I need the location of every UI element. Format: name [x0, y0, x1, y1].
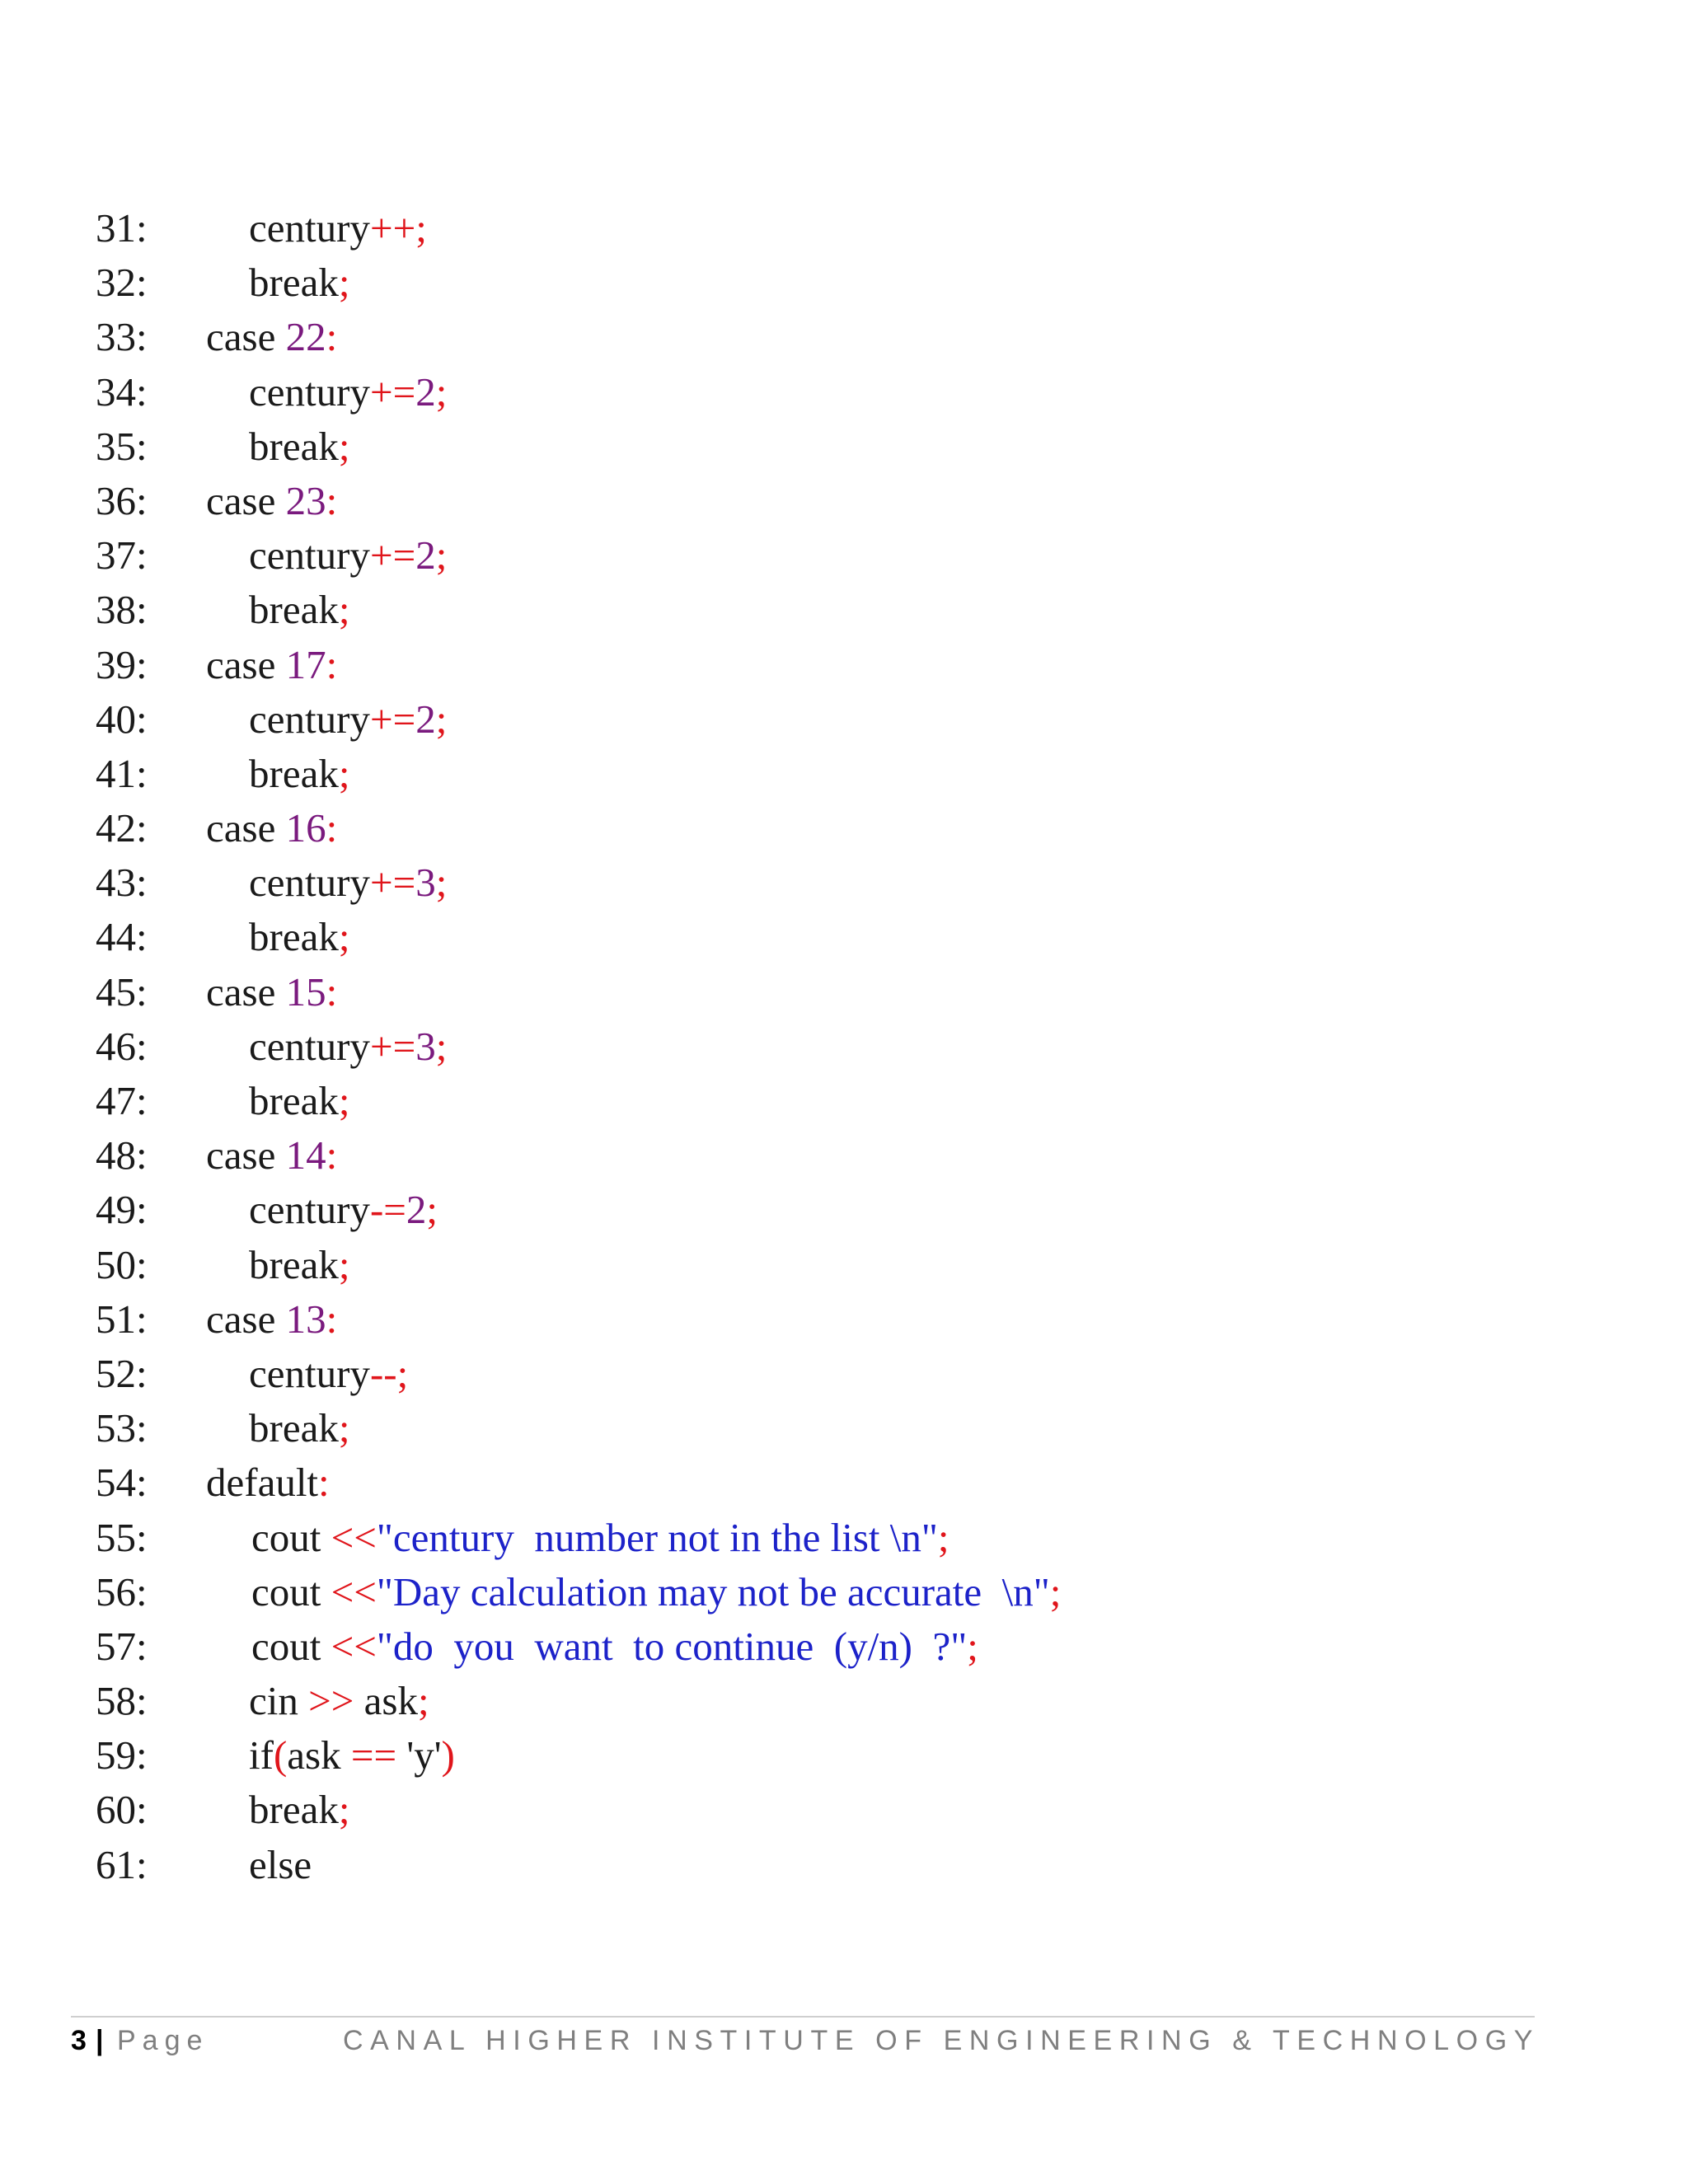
code-token-plain: case	[206, 477, 286, 523]
code-token-plain: century	[249, 696, 370, 742]
code-token-op: ;	[338, 1405, 350, 1451]
code-token-op: ;	[338, 260, 350, 306]
code-token-op: ;	[338, 914, 350, 960]
line-number: 60:	[96, 1787, 148, 1833]
code-token-num: 23	[285, 477, 326, 523]
code-token-op: :	[318, 1460, 330, 1506]
code-listing	[0, 201, 1688, 1892]
page-number: 3	[71, 2025, 87, 2056]
line-number: 39:	[96, 641, 148, 687]
code-token-plain: 'y'	[396, 1732, 442, 1779]
code-line	[0, 1019, 1688, 1074]
code-line	[0, 1238, 1688, 1292]
code-text	[249, 365, 447, 419]
code-token-op: ;	[435, 696, 448, 742]
code-token-op: :	[326, 1132, 338, 1179]
code-line	[0, 1347, 1688, 1401]
code-token-op: :	[326, 477, 338, 523]
code-text	[251, 1565, 1061, 1619]
code-text	[249, 1238, 349, 1292]
code-token-op: ;	[338, 1241, 350, 1287]
code-token-plain: century	[249, 1187, 370, 1233]
code-token-plain: else	[249, 1841, 312, 1887]
code-token-op: ;	[338, 1078, 350, 1123]
code-token-op: ;	[435, 368, 448, 415]
code-line	[0, 474, 1688, 528]
code-line	[0, 747, 1688, 801]
line-number: 45:	[96, 968, 148, 1015]
code-token-num: 2	[415, 696, 436, 742]
code-token-plain: break	[249, 260, 339, 306]
code-token-op: +=	[369, 860, 416, 906]
code-line	[0, 1511, 1688, 1565]
code-token-plain: ask	[354, 1678, 418, 1724]
code-text	[249, 747, 349, 801]
code-line	[0, 1074, 1688, 1128]
code-text	[249, 583, 349, 637]
code-line	[0, 965, 1688, 1019]
code-text	[249, 201, 427, 255]
code-token-plain: case	[206, 641, 286, 687]
code-token-plain: century	[249, 368, 370, 415]
code-token-op: ;	[435, 532, 448, 579]
code-token-plain: break	[249, 1241, 339, 1287]
code-token-str: "century number not in the list \n"	[376, 1514, 938, 1560]
code-token-op: <<	[331, 1514, 377, 1560]
code-text	[249, 1674, 429, 1728]
code-token-op: ;	[338, 750, 350, 796]
code-token-plain: break	[249, 1405, 339, 1451]
code-token-op: ;	[338, 423, 350, 469]
code-line	[0, 638, 1688, 692]
code-token-plain: century	[249, 1023, 370, 1069]
line-number: 59:	[96, 1732, 148, 1779]
line-number: 46:	[96, 1023, 148, 1069]
code-token-op: ;	[435, 1023, 448, 1069]
code-token-op: :	[326, 641, 338, 687]
code-token-op: ==	[350, 1732, 397, 1779]
footer-divider	[71, 2016, 1535, 2018]
code-token-op: <<	[331, 1623, 377, 1669]
code-token-op: :	[326, 805, 338, 851]
code-token-op: ;	[937, 1514, 950, 1560]
code-token-plain: cout	[251, 1514, 331, 1560]
code-text	[249, 910, 349, 964]
code-line	[0, 801, 1688, 855]
page-label: Page	[117, 2025, 209, 2056]
line-number: 51:	[96, 1296, 148, 1342]
page-separator: |	[96, 2025, 104, 2056]
code-token-num: 3	[415, 1023, 436, 1069]
code-token-op: +=	[369, 532, 416, 579]
line-number: 38:	[96, 587, 148, 633]
code-token-op: ;	[435, 860, 448, 906]
code-line	[0, 1401, 1688, 1455]
code-token-num: 17	[285, 641, 326, 687]
code-line	[0, 855, 1688, 910]
code-token-plain: century	[249, 1350, 370, 1396]
code-line	[0, 1619, 1688, 1674]
line-number: 37:	[96, 532, 148, 579]
code-token-op: +=	[369, 368, 416, 415]
code-token-plain: case	[206, 314, 286, 360]
code-token-plain: case	[206, 1296, 286, 1342]
line-number: 56:	[96, 1568, 148, 1615]
code-token-plain: cin	[249, 1678, 309, 1724]
line-number: 58:	[96, 1678, 148, 1724]
institute-name: CANAL HIGHER INSTITUTE OF ENGINEERING & TECHNOLOGY	[343, 2025, 1540, 2056]
code-token-plain: cout	[251, 1623, 331, 1669]
line-number: 41:	[96, 750, 148, 796]
code-text	[249, 1347, 408, 1401]
code-token-op: <<	[331, 1568, 377, 1615]
code-text	[249, 1074, 349, 1128]
code-token-plain: if	[249, 1732, 274, 1779]
line-number: 44:	[96, 914, 148, 960]
code-token-plain: break	[249, 587, 339, 633]
code-text	[249, 692, 447, 747]
line-number: 61:	[96, 1841, 148, 1887]
code-line	[0, 1455, 1688, 1510]
code-token-op: ++;	[369, 205, 427, 251]
code-token-plain: century	[249, 532, 370, 579]
code-token-plain: century	[249, 205, 370, 251]
code-token-plain: case	[206, 968, 286, 1015]
code-line	[0, 1183, 1688, 1237]
code-token-op: :	[326, 968, 338, 1015]
code-token-op: +=	[369, 696, 416, 742]
code-token-op: )	[441, 1732, 455, 1779]
code-text	[249, 1019, 447, 1074]
code-line	[0, 1565, 1688, 1619]
code-token-plain: cout	[251, 1568, 331, 1615]
line-number: 54:	[96, 1460, 148, 1506]
code-token-op: ;	[338, 587, 350, 633]
line-number: 49:	[96, 1187, 148, 1233]
code-text	[249, 1783, 349, 1837]
line-number: 47:	[96, 1078, 148, 1123]
line-number: 43:	[96, 860, 148, 906]
code-token-op: ;	[967, 1623, 978, 1669]
code-token-op: ;	[417, 1678, 429, 1724]
code-token-op: -=	[369, 1187, 406, 1233]
code-text	[249, 1838, 312, 1892]
code-token-op: >>	[308, 1678, 354, 1724]
code-line	[0, 1128, 1688, 1183]
code-text	[206, 474, 337, 528]
code-token-op: :	[326, 314, 338, 360]
line-number: 52:	[96, 1350, 148, 1396]
code-line	[0, 583, 1688, 637]
code-text	[206, 1292, 337, 1347]
code-token-plain: break	[249, 1787, 339, 1833]
code-text	[249, 1183, 438, 1237]
code-token-plain: break	[249, 750, 339, 796]
code-token-plain: case	[206, 1132, 286, 1179]
code-line	[0, 201, 1688, 255]
code-line	[0, 1783, 1688, 1837]
code-text	[206, 310, 337, 364]
line-number: 31:	[96, 205, 148, 251]
code-text	[251, 1511, 950, 1565]
code-token-num: 13	[285, 1296, 326, 1342]
code-text	[249, 1401, 349, 1455]
code-text	[206, 638, 337, 692]
code-line	[0, 910, 1688, 964]
code-token-num: 22	[285, 314, 326, 360]
line-number: 33:	[96, 314, 148, 360]
code-line	[0, 1292, 1688, 1347]
code-token-op: :	[326, 1296, 338, 1342]
code-text	[249, 855, 447, 910]
code-token-num: 3	[415, 860, 436, 906]
code-token-num: 2	[415, 532, 436, 579]
line-number: 57:	[96, 1623, 148, 1669]
code-token-op: +=	[369, 1023, 416, 1069]
line-number: 40:	[96, 696, 148, 742]
code-text	[251, 1619, 978, 1674]
code-token-num: 15	[285, 968, 326, 1015]
code-line	[0, 255, 1688, 310]
code-text	[249, 255, 349, 310]
code-text	[206, 1455, 330, 1510]
code-line	[0, 365, 1688, 419]
code-line	[0, 1838, 1688, 1892]
line-number: 32:	[96, 260, 148, 306]
code-line	[0, 1674, 1688, 1728]
code-text	[206, 1128, 337, 1183]
code-text	[206, 965, 337, 1019]
code-token-num: 2	[415, 368, 436, 415]
code-token-op: ;	[426, 1187, 438, 1233]
line-number: 50:	[96, 1241, 148, 1287]
code-token-str: "do you want to continue (y/n) ?"	[376, 1623, 968, 1669]
code-token-op: ;	[338, 1787, 350, 1833]
code-token-plain: break	[249, 1078, 339, 1123]
line-number: 53:	[96, 1405, 148, 1451]
line-number: 48:	[96, 1132, 148, 1179]
line-number: 55:	[96, 1514, 148, 1560]
code-line	[0, 528, 1688, 583]
code-token-num: 2	[406, 1187, 427, 1233]
code-token-op: --;	[369, 1350, 409, 1396]
code-token-plain: break	[249, 423, 339, 469]
line-number: 35:	[96, 423, 148, 469]
code-text	[249, 419, 349, 474]
code-token-plain: case	[206, 805, 286, 851]
code-line	[0, 692, 1688, 747]
code-token-op: ;	[1049, 1568, 1062, 1615]
code-token-plain: default	[206, 1460, 319, 1506]
page-footer	[71, 2024, 1540, 2057]
code-text	[206, 801, 337, 855]
code-line	[0, 419, 1688, 474]
code-token-str: "Day calculation may not be accurate \n"	[376, 1568, 1050, 1615]
code-token-num: 14	[285, 1132, 326, 1179]
line-number: 42:	[96, 805, 148, 851]
line-number: 36:	[96, 477, 148, 523]
code-token-num: 16	[285, 805, 326, 851]
line-number: 34:	[96, 368, 148, 415]
code-line	[0, 310, 1688, 364]
code-token-plain: ask	[287, 1732, 351, 1779]
code-token-op: (	[273, 1732, 288, 1779]
code-line	[0, 1728, 1688, 1783]
code-text	[249, 528, 447, 583]
code-text	[249, 1728, 455, 1783]
code-token-plain: century	[249, 860, 370, 906]
code-token-plain: break	[249, 914, 339, 960]
